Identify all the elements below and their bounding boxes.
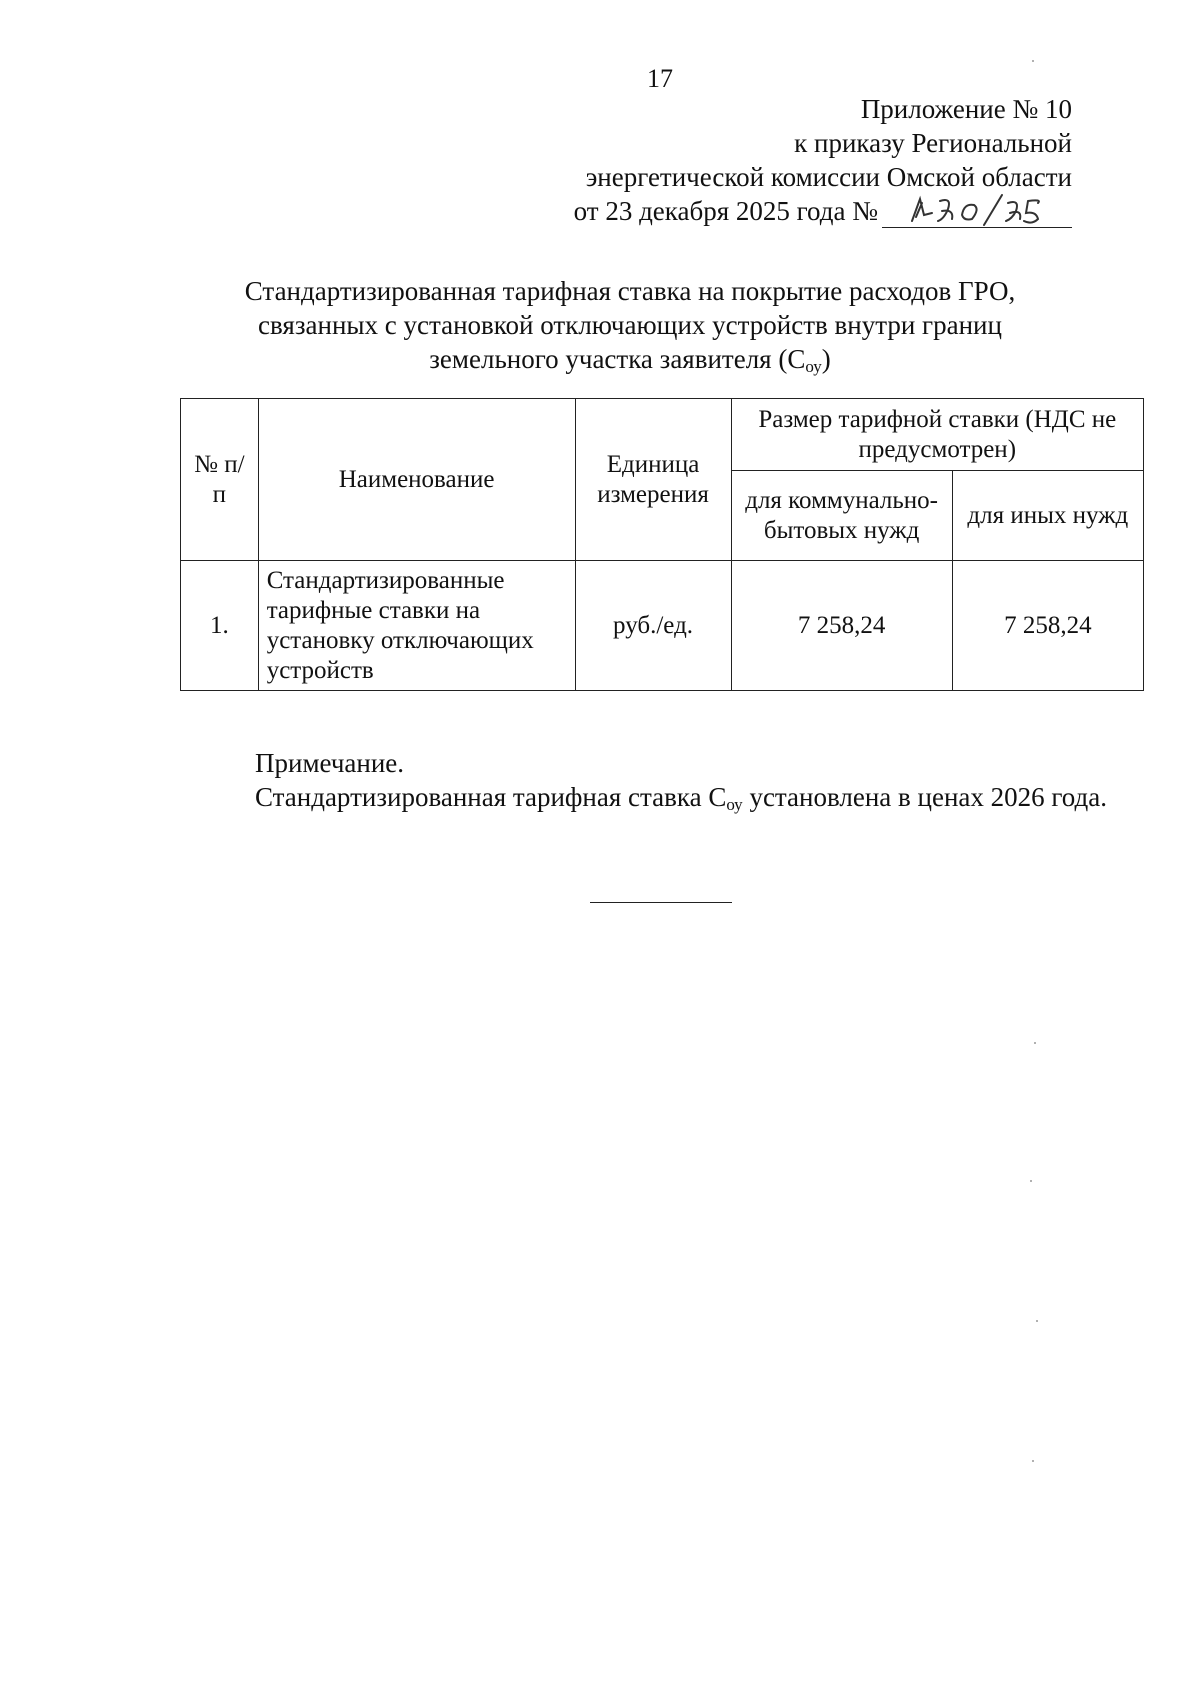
title-line-3 bbox=[160, 342, 1100, 376]
header-rate-household: для коммунально-бытовых нужд bbox=[731, 471, 952, 561]
note-label: Примечание. bbox=[255, 748, 405, 778]
header-unit: Единица измерения bbox=[575, 399, 731, 561]
title-line-2: связанных с установкой отключающих устройств внутри границ bbox=[258, 310, 1002, 340]
row-num: 1. bbox=[181, 561, 259, 691]
appendix-line-1: Приложение № 10 bbox=[860, 94, 1072, 124]
table-row bbox=[181, 561, 1144, 691]
scan-speck bbox=[1034, 1042, 1036, 1044]
header-name: Наименование bbox=[258, 399, 575, 561]
scan-speck bbox=[1036, 1320, 1038, 1322]
note-text-start: Стандартизированная тарифная ставка С bbox=[255, 782, 727, 812]
handwritten-order-number-icon bbox=[902, 191, 1052, 231]
row-rate-household: 7 258,24 bbox=[731, 561, 952, 691]
header-num: № п/п bbox=[181, 399, 259, 561]
document-title bbox=[160, 274, 1100, 376]
page-number: 17 bbox=[647, 64, 673, 93]
scan-speck bbox=[1032, 60, 1034, 62]
end-divider bbox=[590, 902, 732, 903]
note-section bbox=[180, 746, 1120, 814]
note-subscript: оу bbox=[726, 795, 743, 814]
scan-speck bbox=[1032, 1460, 1034, 1462]
row-unit: руб./ед. bbox=[575, 561, 731, 691]
tariff-table bbox=[180, 398, 1144, 691]
note-text-end: установлена в ценах 2026 года. bbox=[742, 782, 1107, 812]
appendix-header bbox=[452, 92, 1072, 228]
appendix-line-2: к приказу Региональной bbox=[794, 128, 1072, 158]
title-closing-paren: ) bbox=[821, 344, 831, 374]
appendix-date-text: от 23 декабря 2025 года № bbox=[573, 196, 878, 226]
note-text bbox=[180, 780, 1120, 814]
table-header-row bbox=[181, 399, 1144, 471]
scan-speck bbox=[1030, 1180, 1032, 1182]
order-number-field bbox=[882, 197, 1072, 228]
appendix-line-3: энергетической комиссии Омской области bbox=[585, 162, 1072, 192]
appendix-line-4 bbox=[452, 194, 1072, 228]
header-rate-other: для иных нужд bbox=[952, 471, 1143, 561]
header-rate-group: Размер тарифной ставки (НДС не предусмотрен) bbox=[731, 399, 1143, 471]
title-subscript: оу bbox=[805, 357, 822, 376]
row-rate-other: 7 258,24 bbox=[952, 561, 1143, 691]
title-line-3-text: земельного участка заявителя (С bbox=[429, 344, 806, 374]
row-name: Стандартизированные тарифные ставки на установку отключающих устройств bbox=[258, 561, 575, 691]
title-line-1: Стандартизированная тарифная ставка на покрытие расходов ГРО, bbox=[244, 276, 1016, 306]
